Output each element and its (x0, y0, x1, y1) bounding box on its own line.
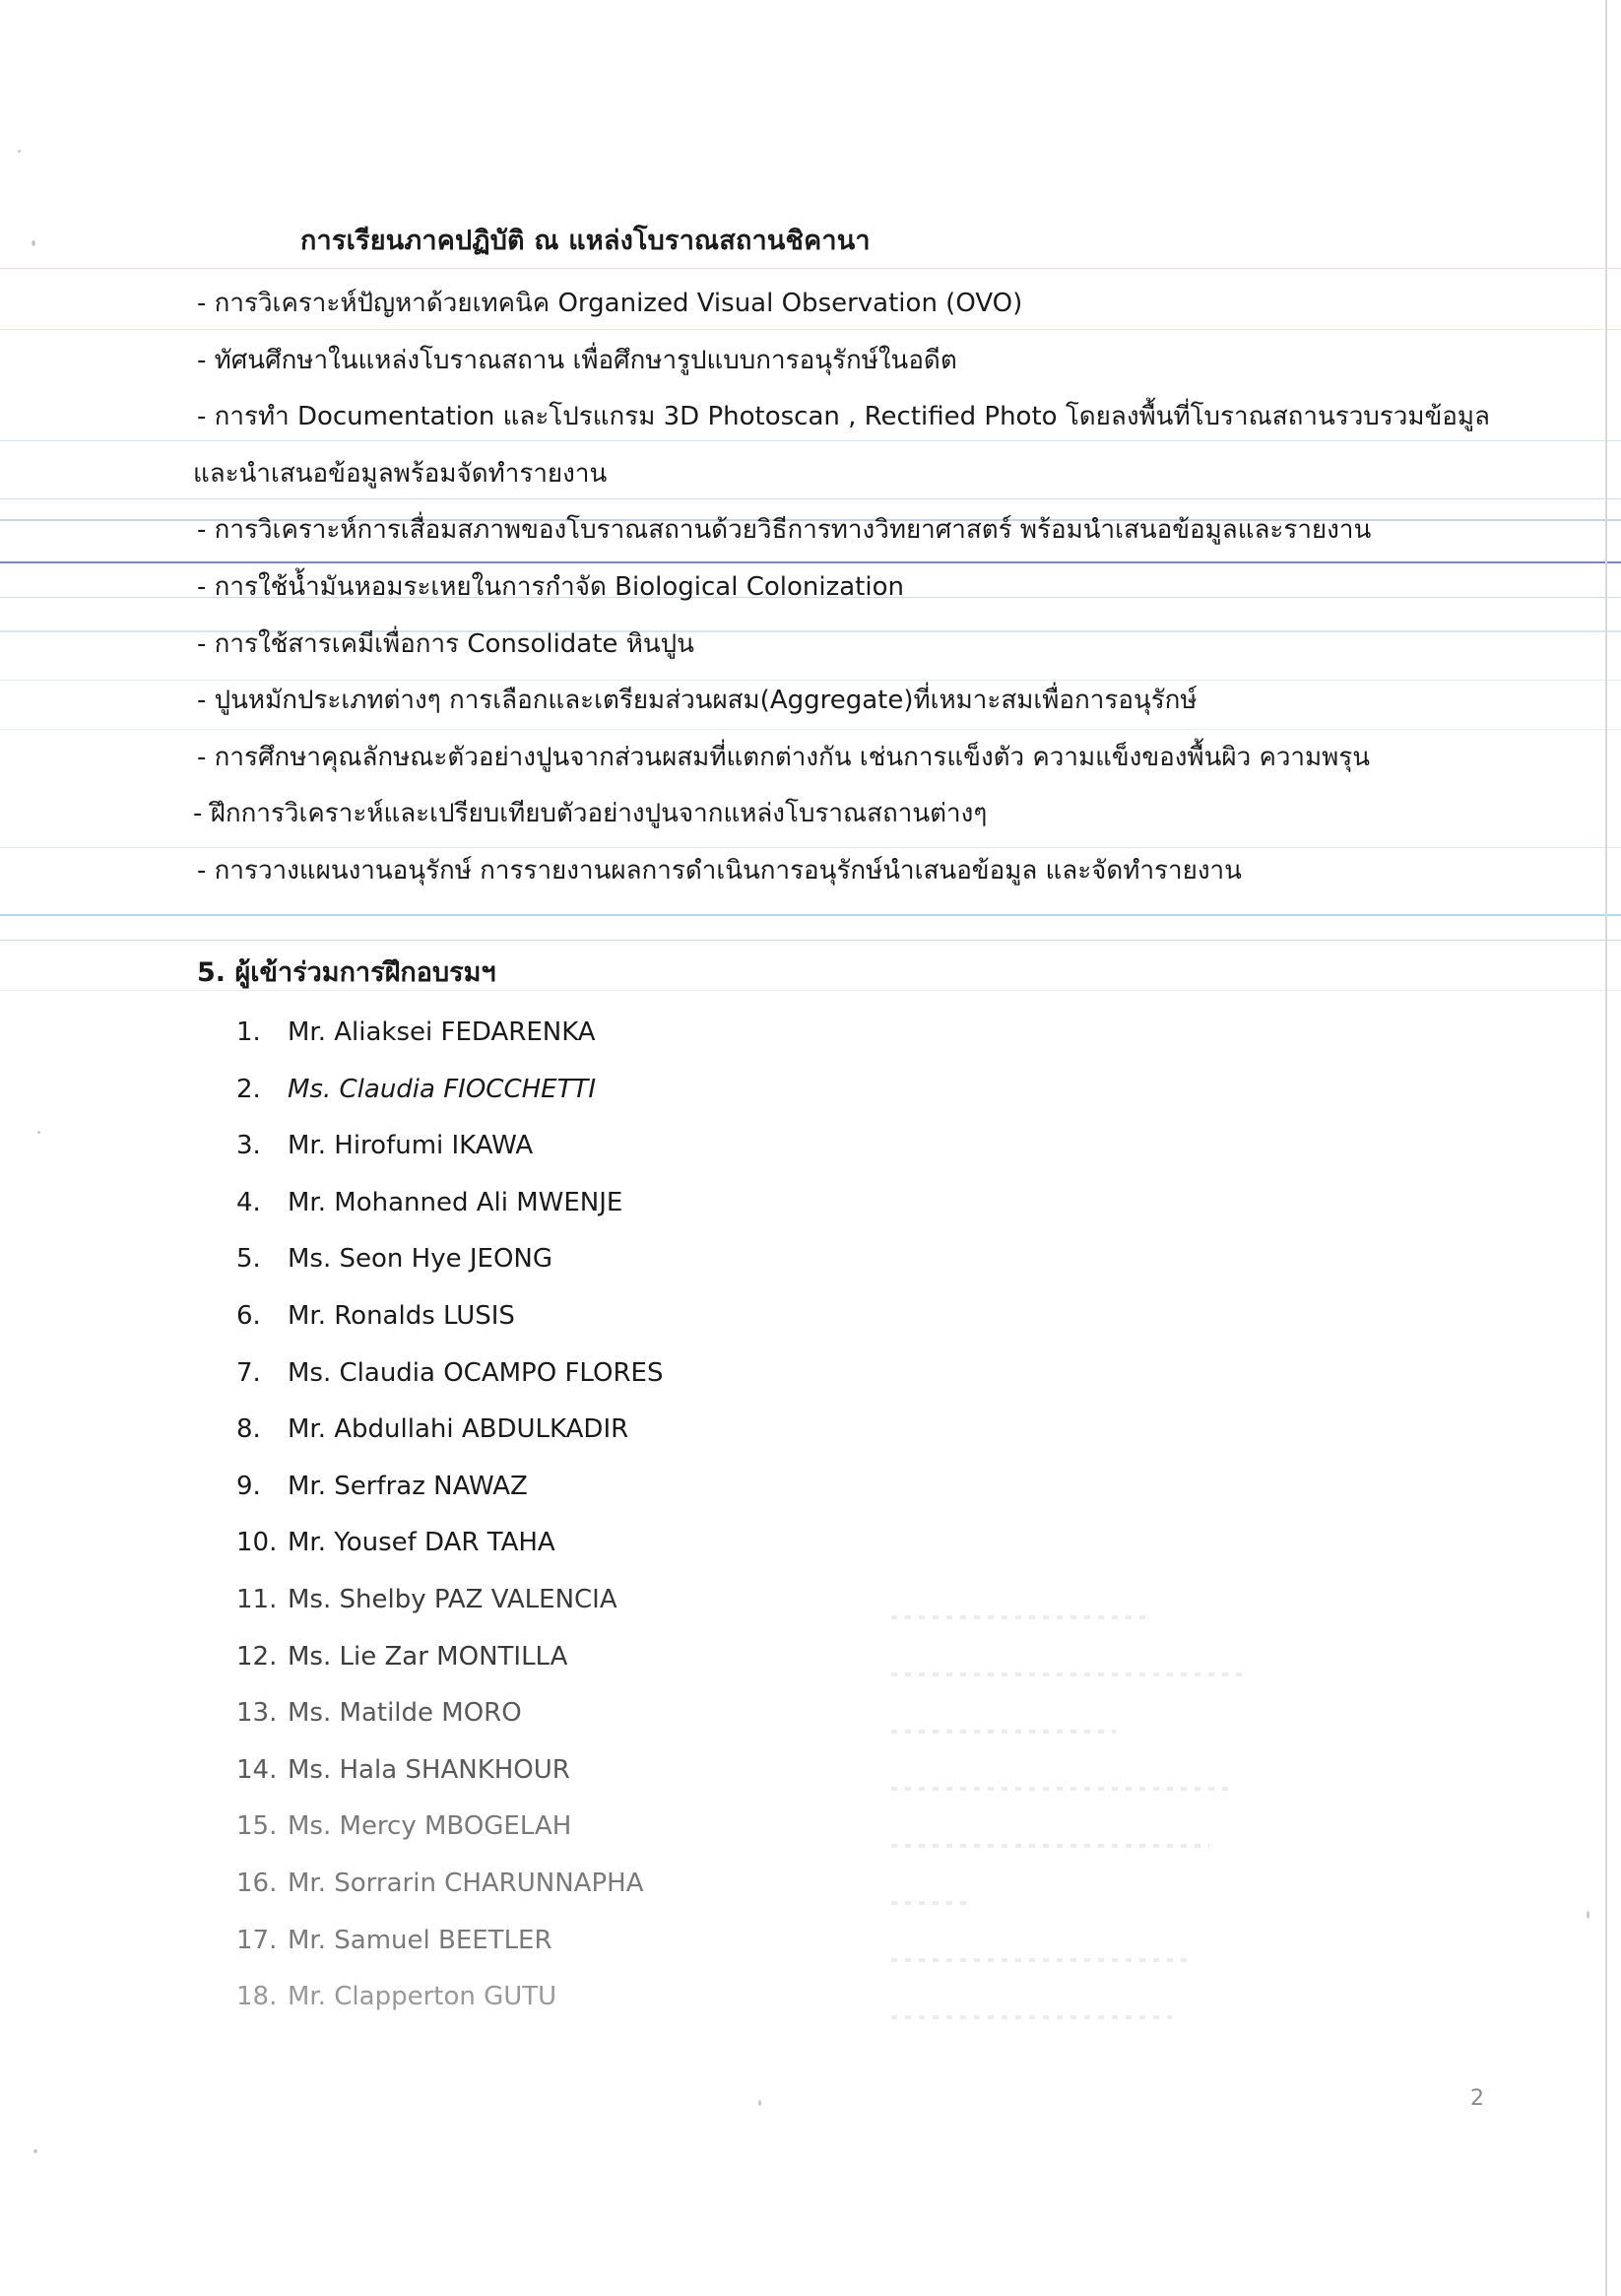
scan-speck (33, 2149, 37, 2153)
participant-item (236, 1799, 663, 1856)
participant-name: Mr. Aliaksei FEDARENKA (288, 1017, 596, 1047)
practical-heading: การเรียนภาคปฏิบัติ ณ แหล่งโบราณสถานชิคานา (300, 226, 871, 256)
participant-number: 6. (236, 1300, 261, 1331)
participant-item (236, 1005, 663, 1062)
participant-name: Ms. Matilde MORO (288, 1698, 522, 1729)
participant-name: Ms. Shelby PAZ VALENCIA (288, 1584, 617, 1614)
participant-item (236, 1118, 663, 1175)
participant-number: 3. (236, 1131, 261, 1161)
scan-artifact-line (0, 268, 1621, 269)
scan-speck (32, 240, 35, 246)
participant-item (236, 1175, 663, 1232)
bullet-line: - การวิเคราะห์ปัญหาด้วยเทคนิค Organized Visual Observation (OVO) (197, 289, 1023, 318)
bullet-line: - การใช้น้ำมันหอมระเหยในการกำจัด Biological Colonization (197, 571, 904, 602)
participant-item (236, 1288, 663, 1345)
participant-item (236, 1572, 663, 1629)
participant-name: Mr. Serfraz NAWAZ (288, 1471, 528, 1501)
scan-speck (37, 1131, 40, 1134)
participant-name: Mr. Samuel BEETLER (288, 1925, 552, 1955)
participant-number: 1. (236, 1017, 261, 1047)
participant-number: 16. (236, 1868, 278, 1898)
bullet-line: - ปูนหมักประเภทต่างๆ การเลือกและเตรียมส่วนผสม(Aggregate)ที่เหมาะสมเพื่อการอนุรักษ์ (197, 686, 1198, 716)
participant-name: Ms. Seon Hye JEONG (288, 1244, 553, 1275)
participant-item (236, 1402, 663, 1459)
scan-edge-line (1605, 0, 1607, 2296)
participant-number: 8. (236, 1414, 261, 1445)
practical-bullet-list (193, 276, 1507, 900)
participant-name: Ms. Lie Zar MONTILLA (288, 1641, 568, 1672)
participant-name: Mr. Abdullahi ABDULKADIR (288, 1414, 629, 1445)
participant-number: 18. (236, 1982, 278, 2012)
participant-number: 14. (236, 1754, 278, 1785)
participants-section-title: 5. ผู้เข้าร่วมการฝึกอบรมฯ (197, 957, 496, 988)
participant-name: Mr. Mohanned Ali MWENJE (288, 1187, 623, 1217)
participant-item (236, 1345, 663, 1403)
participant-number: 12. (236, 1641, 278, 1672)
bullet-line-continuation: และนำเสนอข้อมูลพร้อมจัดทำรายงาน (193, 458, 608, 489)
bullet-line: - การทำ Documentation และโปรแกรม 3D Photoscan , Rectified Photo โดยลงพื้นที่โบราณสถานรวบรวมข้อมูล (197, 402, 1490, 432)
participant-item (236, 1459, 663, 1516)
participant-item (236, 1913, 663, 1970)
participant-item (236, 1515, 663, 1572)
participant-item (236, 1062, 663, 1119)
bullet-line: - การศึกษาคุณลักษณะตัวอย่างปูนจากส่วนผสมที่แตกต่างกัน เช่นการแข็งตัว ความแข็งของพื้นผิว ความพรุน (197, 742, 1371, 772)
participant-item (236, 1856, 663, 1913)
participant-name: Ms. Hala SHANKHOUR (288, 1754, 570, 1785)
show-through-bleed (891, 1615, 1265, 2072)
participant-name: Mr. Hirofumi IKAWA (288, 1131, 534, 1161)
participant-number: 11. (236, 1584, 278, 1614)
scan-speck (1587, 1911, 1589, 1919)
participant-name: Ms. Mercy MBOGELAH (288, 1811, 572, 1842)
participant-number: 10. (236, 1528, 278, 1558)
scan-artifact-line (0, 940, 1621, 941)
participant-item (236, 1685, 663, 1742)
participant-number: 13. (236, 1698, 278, 1729)
participant-number: 5. (236, 1244, 261, 1275)
participant-name: Mr. Yousef DAR TAHA (288, 1528, 555, 1558)
bullet-line: - การใช้สารเคมีเพื่อการ Consolidate หินปูน (197, 628, 694, 659)
participant-name: Ms. Claudia OCAMPO FLORES (288, 1357, 664, 1388)
participant-item (236, 1742, 663, 1800)
participant-name: Mr. Sorrarin CHARUNNAPHA (288, 1868, 644, 1898)
participant-number: 15. (236, 1811, 278, 1842)
participant-name: Mr. Clapperton GUTU (288, 1982, 557, 2012)
participant-name: Mr. Ronalds LUSIS (288, 1300, 515, 1331)
scan-speck (758, 2100, 761, 2106)
bullet-line: - ทัศนศึกษาในแหล่งโบราณสถาน เพื่อศึกษารูปแบบการอนุรักษ์ในอดีต (197, 345, 957, 375)
bullet-line: - การวางแผนงานอนุรักษ์ การรายงานผลการดำเนินการอนุรักษ์นำเสนอข้อมูล และจัดทำรายงาน (197, 855, 1242, 886)
scan-speck (18, 150, 21, 153)
participants-list (236, 1005, 663, 2026)
page-number: 2 (1470, 2086, 1484, 2111)
participant-item (236, 1629, 663, 1686)
participant-number: 2. (236, 1074, 261, 1104)
participant-number: 4. (236, 1187, 261, 1217)
participant-item (236, 1969, 663, 2026)
participant-item (236, 1231, 663, 1288)
bullet-line: - ฝึกการวิเคราะห์และเปรียบเทียบตัวอย่างปูนจากแหล่งโบราณสถานต่างๆ (193, 799, 988, 829)
bullet-line: - การวิเคราะห์การเสื่อมสภาพของโบราณสถานด้วยวิธีการทางวิทยาศาสตร์ พร้อมนำเสนอข้อมูลและรายงาน (197, 515, 1372, 546)
participant-name: Ms. Claudia FIOCCHETTI (288, 1074, 597, 1104)
participant-number: 7. (236, 1357, 261, 1388)
participant-number: 9. (236, 1471, 261, 1501)
participant-number: 17. (236, 1925, 278, 1955)
scan-artifact-line (0, 914, 1621, 916)
